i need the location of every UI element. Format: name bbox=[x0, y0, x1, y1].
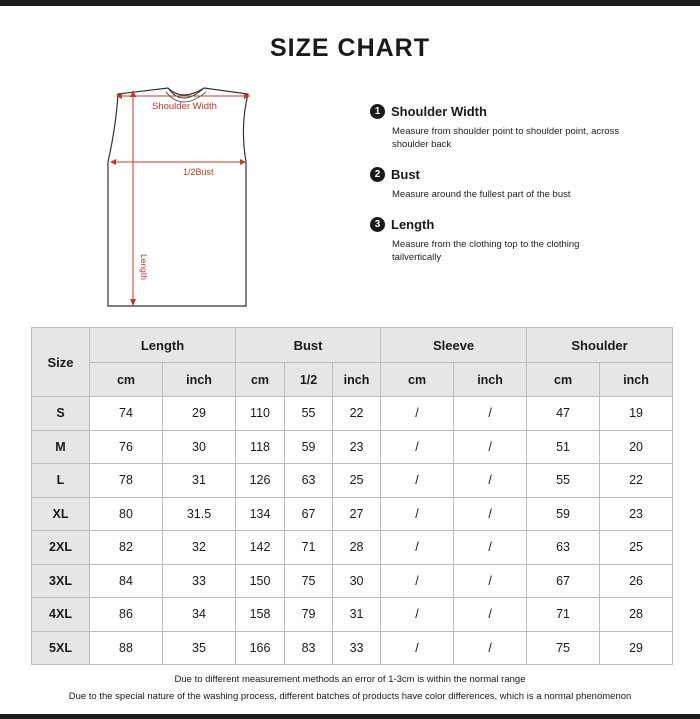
measurement-cell: 33 bbox=[163, 564, 236, 598]
guide-item-bust bbox=[370, 167, 680, 201]
page-title: SIZE CHART bbox=[270, 34, 430, 62]
guide-title: Shoulder Width bbox=[391, 104, 487, 119]
measurement-cell: / bbox=[454, 564, 527, 598]
garment-outline bbox=[108, 88, 248, 306]
measurement-cell: 59 bbox=[285, 430, 333, 464]
size-column-header: Size bbox=[32, 328, 90, 397]
size-cell: L bbox=[32, 464, 90, 498]
measurement-cell: / bbox=[381, 464, 454, 498]
measurement-cell: 51 bbox=[527, 430, 600, 464]
measurement-cell: / bbox=[454, 598, 527, 632]
measurement-cell: / bbox=[454, 397, 527, 431]
measurement-cell: 86 bbox=[90, 598, 163, 632]
measurement-cell: 166 bbox=[236, 631, 285, 665]
washing-note: Due to the special nature of the washing process, different batches of products have color differences, which is a normal phenomenon bbox=[68, 691, 632, 702]
table-row bbox=[32, 430, 673, 464]
measurement-cell: 19 bbox=[600, 397, 673, 431]
size-cell: M bbox=[32, 430, 90, 464]
measurement-cell: / bbox=[381, 564, 454, 598]
length-group-header: Length bbox=[90, 328, 236, 363]
guide-item-shoulder-width bbox=[370, 104, 680, 151]
size-table bbox=[31, 327, 673, 665]
measurement-cell: 67 bbox=[527, 564, 600, 598]
measurement-cell: 30 bbox=[163, 430, 236, 464]
guide-title: Bust bbox=[391, 167, 420, 182]
measurement-cell: 110 bbox=[236, 397, 285, 431]
measurement-cell: 80 bbox=[90, 497, 163, 531]
measurement-cell: / bbox=[381, 497, 454, 531]
table-unit-header-row bbox=[32, 363, 673, 397]
measurement-cell: 28 bbox=[600, 598, 673, 632]
tank-top-drawing bbox=[100, 84, 265, 314]
guide-description: Measure from the clothing top to the clothing tailvertically bbox=[392, 239, 580, 263]
size-cell: 4XL bbox=[32, 598, 90, 632]
unit-header: 1/2 bbox=[285, 363, 333, 397]
table-row bbox=[32, 497, 673, 531]
bust-label: 1/2Bust bbox=[183, 167, 214, 177]
measurement-cell: / bbox=[454, 631, 527, 665]
measurement-cell: 83 bbox=[285, 631, 333, 665]
size-cell: XL bbox=[32, 497, 90, 531]
guide-item-length bbox=[370, 217, 680, 264]
length-arrow-top-head bbox=[130, 90, 136, 97]
measurement-cell: 63 bbox=[285, 464, 333, 498]
measurement-note: Due to different measurement methods an error of 1-3cm is within the normal range bbox=[174, 674, 526, 685]
unit-header: inch bbox=[454, 363, 527, 397]
guide-title: Length bbox=[391, 217, 435, 232]
measurement-cell: 32 bbox=[163, 531, 236, 565]
number-3-icon: 3 bbox=[370, 217, 385, 232]
measurement-cell: 35 bbox=[163, 631, 236, 665]
measurement-cell: 31 bbox=[163, 464, 236, 498]
shoulder-group-header: Shoulder bbox=[527, 328, 673, 363]
measurement-cell: 31.5 bbox=[163, 497, 236, 531]
unit-header: inch bbox=[163, 363, 236, 397]
size-cell: S bbox=[32, 397, 90, 431]
size-cell: 3XL bbox=[32, 564, 90, 598]
measurement-cell: / bbox=[381, 631, 454, 665]
bust-group-header: Bust bbox=[236, 328, 381, 363]
sleeve-group-header: Sleeve bbox=[381, 328, 527, 363]
measurement-cell: 78 bbox=[90, 464, 163, 498]
measurement-cell: 25 bbox=[333, 464, 381, 498]
measurement-cell: 22 bbox=[600, 464, 673, 498]
measurement-cell: 47 bbox=[527, 397, 600, 431]
table-group-header-row bbox=[32, 328, 673, 363]
measurement-cell: 63 bbox=[527, 531, 600, 565]
measurement-cell: 75 bbox=[285, 564, 333, 598]
guide-description: Measure from shoulder point to shoulder point, across shoulder back bbox=[392, 126, 620, 150]
measurement-cell: 29 bbox=[163, 397, 236, 431]
measurement-cell: 150 bbox=[236, 564, 285, 598]
measurement-cell: 55 bbox=[285, 397, 333, 431]
measurement-cell: 142 bbox=[236, 531, 285, 565]
measurement-cell: 23 bbox=[333, 430, 381, 464]
size-cell: 2XL bbox=[32, 531, 90, 565]
measurement-cell: 158 bbox=[236, 598, 285, 632]
table-row bbox=[32, 598, 673, 632]
measurement-cell: 34 bbox=[163, 598, 236, 632]
table-row bbox=[32, 397, 673, 431]
garment-diagram bbox=[100, 84, 265, 319]
measurement-cell: 28 bbox=[333, 531, 381, 565]
measurement-cell: 20 bbox=[600, 430, 673, 464]
measurement-cell: 23 bbox=[600, 497, 673, 531]
bust-arrow-left-head bbox=[110, 159, 116, 165]
measurement-cell: / bbox=[381, 598, 454, 632]
number-2-icon: 2 bbox=[370, 167, 385, 182]
measurement-cell: 55 bbox=[527, 464, 600, 498]
measurement-cell: 27 bbox=[333, 497, 381, 531]
length-label: Length bbox=[139, 254, 149, 280]
measurement-cell: 126 bbox=[236, 464, 285, 498]
measurement-cell: / bbox=[381, 430, 454, 464]
size-cell: 5XL bbox=[32, 631, 90, 665]
measurement-cell: 22 bbox=[333, 397, 381, 431]
unit-header: inch bbox=[333, 363, 381, 397]
measurement-cell: 59 bbox=[527, 497, 600, 531]
measurement-cell: 84 bbox=[90, 564, 163, 598]
measurement-cell: / bbox=[454, 430, 527, 464]
measurement-cell: 88 bbox=[90, 631, 163, 665]
measurement-cell: 134 bbox=[236, 497, 285, 531]
measurement-cell: 33 bbox=[333, 631, 381, 665]
measurement-cell: / bbox=[381, 531, 454, 565]
measurement-cell: 71 bbox=[527, 598, 600, 632]
shoulder-width-label: Shoulder Width bbox=[152, 101, 217, 112]
table-row bbox=[32, 531, 673, 565]
measurement-cell: 75 bbox=[527, 631, 600, 665]
unit-header: inch bbox=[600, 363, 673, 397]
bottom-border bbox=[0, 714, 700, 719]
unit-header: cm bbox=[90, 363, 163, 397]
measurement-cell: 118 bbox=[236, 430, 285, 464]
measurement-cell: 31 bbox=[333, 598, 381, 632]
top-border bbox=[0, 0, 700, 6]
measurement-cell: 30 bbox=[333, 564, 381, 598]
number-1-icon: 1 bbox=[370, 104, 385, 119]
table-row bbox=[32, 631, 673, 665]
length-arrow-bottom-head bbox=[130, 299, 136, 306]
table-row bbox=[32, 464, 673, 498]
measurement-cell: / bbox=[454, 531, 527, 565]
measurement-cell: 79 bbox=[285, 598, 333, 632]
measurement-cell: / bbox=[454, 497, 527, 531]
measurement-cell: 26 bbox=[600, 564, 673, 598]
measurement-cell: 67 bbox=[285, 497, 333, 531]
guide-description: Measure around the fullest part of the bust bbox=[392, 189, 571, 200]
measurement-cell: 82 bbox=[90, 531, 163, 565]
measurement-cell: / bbox=[381, 397, 454, 431]
measurement-cell: 29 bbox=[600, 631, 673, 665]
unit-header: cm bbox=[527, 363, 600, 397]
measurement-cell: 76 bbox=[90, 430, 163, 464]
unit-header: cm bbox=[381, 363, 454, 397]
table-row bbox=[32, 564, 673, 598]
unit-header: cm bbox=[236, 363, 285, 397]
measurement-cell: 71 bbox=[285, 531, 333, 565]
size-table-body bbox=[32, 397, 673, 665]
measurement-cell: 74 bbox=[90, 397, 163, 431]
measurement-cell: / bbox=[454, 464, 527, 498]
measurement-cell: 25 bbox=[600, 531, 673, 565]
